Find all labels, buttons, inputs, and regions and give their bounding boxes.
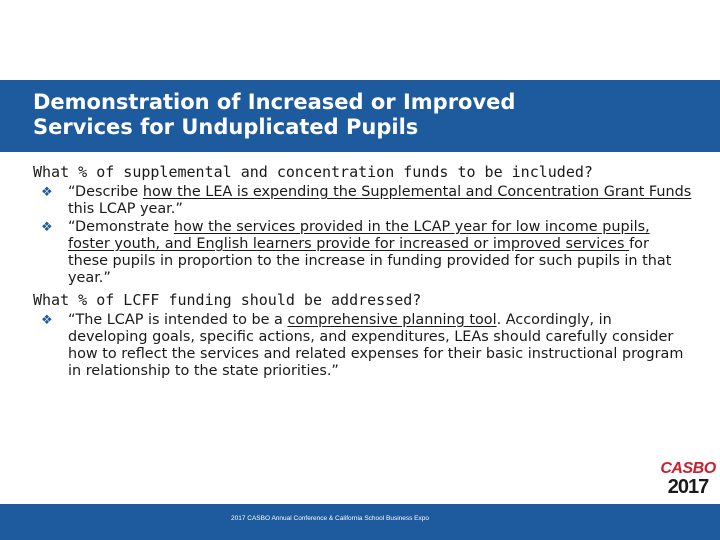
casbo-logo xyxy=(660,460,716,500)
question-2: What % of LCFF funding should be addressed? xyxy=(33,291,422,309)
bullet-text-close: . Accordingly, in developing goals, specific actions, and expenditures, LEAs should carefully consider how to reflect the services and related expenses for their basic instructional program in relationship to the state priorities.” xyxy=(68,312,684,379)
slide-title xyxy=(33,90,515,140)
footer-bar xyxy=(0,504,720,540)
bullet-list-1 xyxy=(33,184,693,287)
bullet-item xyxy=(33,219,693,287)
bullet-text-underlined: how the LEA is expending the Supplemental and Concentration Grant Funds xyxy=(142,184,692,200)
logo-year: 2017 xyxy=(667,476,709,498)
slide-title-line-2: Services for Unduplicated Pupils xyxy=(33,115,419,139)
bullet-text-open: “The LCAP is intended to be a xyxy=(68,312,288,328)
bullet-text-open: “Describe xyxy=(68,184,143,200)
bullet-text-underlined: how the services provided in the LCAP year for low income pupils, foster youth, and English learners provide for increased or improved services xyxy=(68,219,650,252)
bullet-item xyxy=(33,184,693,218)
diamond-bullet-icon: ❖ xyxy=(41,313,53,328)
footer-text: 2017 CASBO Annual Conference & California School Business Expo xyxy=(230,515,429,522)
bullet-item xyxy=(33,312,693,380)
bullet-text-underlined: comprehensive planning tool xyxy=(287,312,497,328)
bullet-list-2 xyxy=(33,312,693,380)
slide-content xyxy=(33,163,693,381)
logo-wordmark: CASBO xyxy=(660,460,716,477)
diamond-bullet-icon: ❖ xyxy=(41,220,53,235)
bullet-text-open: “Demonstrate xyxy=(68,219,174,235)
title-bar xyxy=(0,80,720,152)
slide-title-line-1: Demonstration of Increased or Improved xyxy=(33,90,516,114)
bullet-text-close: for these pupils in proportion to the increase in funding provided for such pupils in that year.” xyxy=(68,236,672,286)
question-1: What % of supplemental and concentration funds to be included? xyxy=(33,163,593,181)
diamond-bullet-icon: ❖ xyxy=(41,185,53,200)
bullet-text-close: this LCAP year.” xyxy=(68,201,183,217)
